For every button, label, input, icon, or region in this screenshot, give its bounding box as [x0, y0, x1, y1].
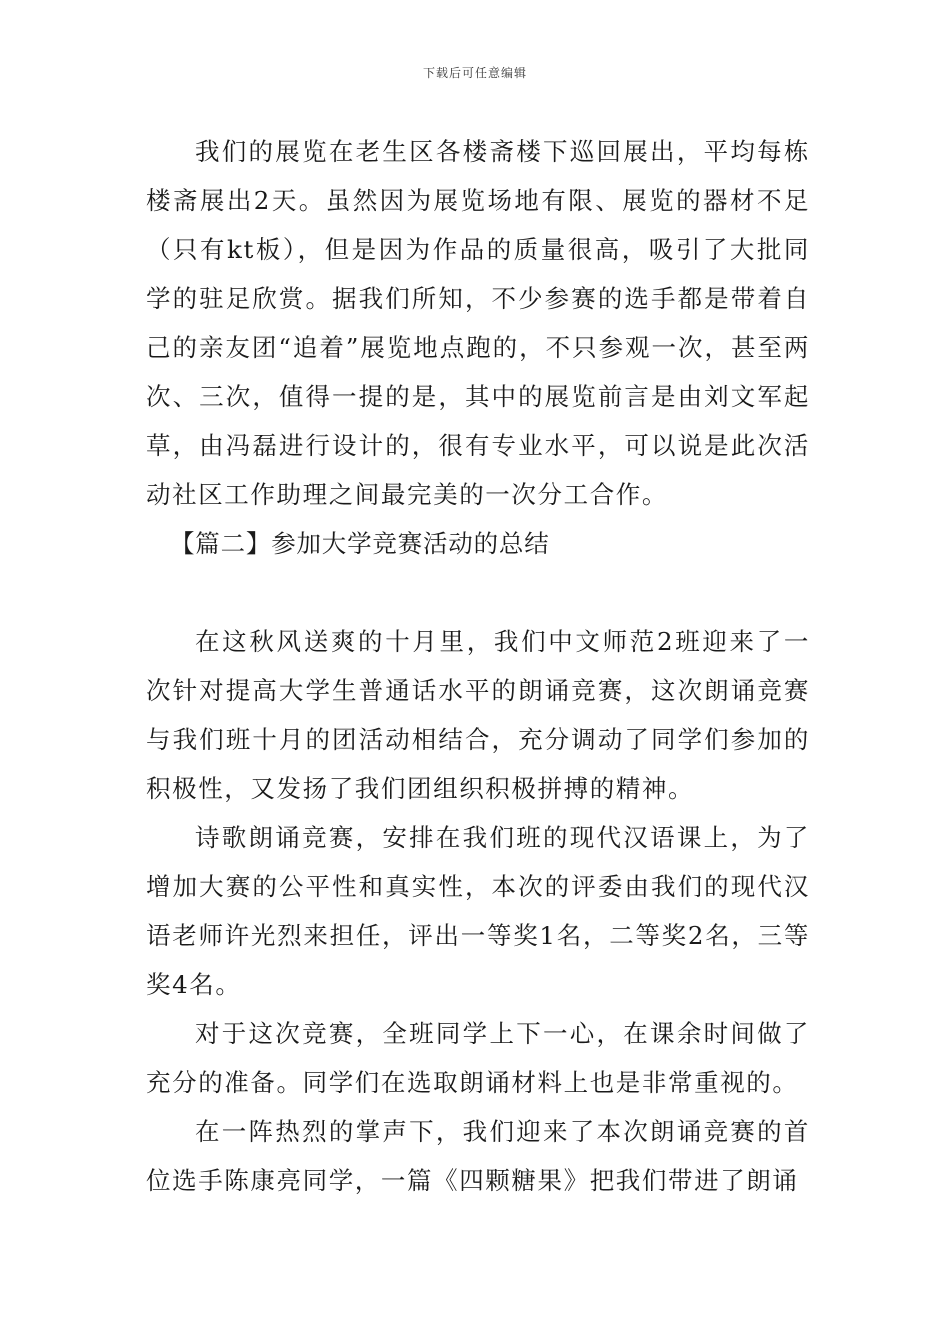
section-title: 【篇二】参加大学竞赛活动的总结 — [170, 529, 550, 558]
paragraph-4: 在一阵热烈的掌声下，我们迎来了本次朗诵竞赛的首位选手陈康亮同学，一篇《四颗糖果》把我们带进了朗诵 — [146, 1117, 810, 1195]
paragraph-3: 对于这次竞赛，全班同学上下一心，在课余时间做了充分的准备。同学们在选取朗诵材料上也是非常重视的。 — [146, 1019, 810, 1097]
document-body — [146, 127, 810, 1205]
intro-paragraph: 我们的展览在老生区各楼斋楼下巡回展出，平均每栋楼斋展出2天。虽然因为展览场地有限、展览的器材不足（只有kt板），但是因为作品的质量很高，吸引了大批同学的驻足欣赏。据我们所知，不少参赛的选手都是带着自己的亲友团“追着”展览地点跑的，不只参观一次，甚至两次、三次，值得一提的是，其中的展览前言是由刘文军起草，由冯磊进行设计的，很有专业水平，可以说是此次活动社区工作助理之间最完美的一次分工合作。 — [146, 137, 810, 509]
paragraph-1: 在这秋风送爽的十月里，我们中文师范2班迎来了一次针对提高大学生普通话水平的朗诵竞赛，这次朗诵竞赛与我们班十月的团活动相结合，充分调动了同学们参加的积极性，又发扬了我们团组织积极拼搏的精神。 — [146, 627, 810, 803]
paragraph-2: 诗歌朗诵竞赛，安排在我们班的现代汉语课上，为了增加大赛的公平性和真实性，本次的评委由我们的现代汉语老师许光烈来担任，评出一等奖1名，二等奖2名，三等奖4名。 — [146, 823, 810, 999]
header-note: 下载后可任意编辑 — [422, 66, 527, 80]
blank-line — [146, 568, 810, 617]
